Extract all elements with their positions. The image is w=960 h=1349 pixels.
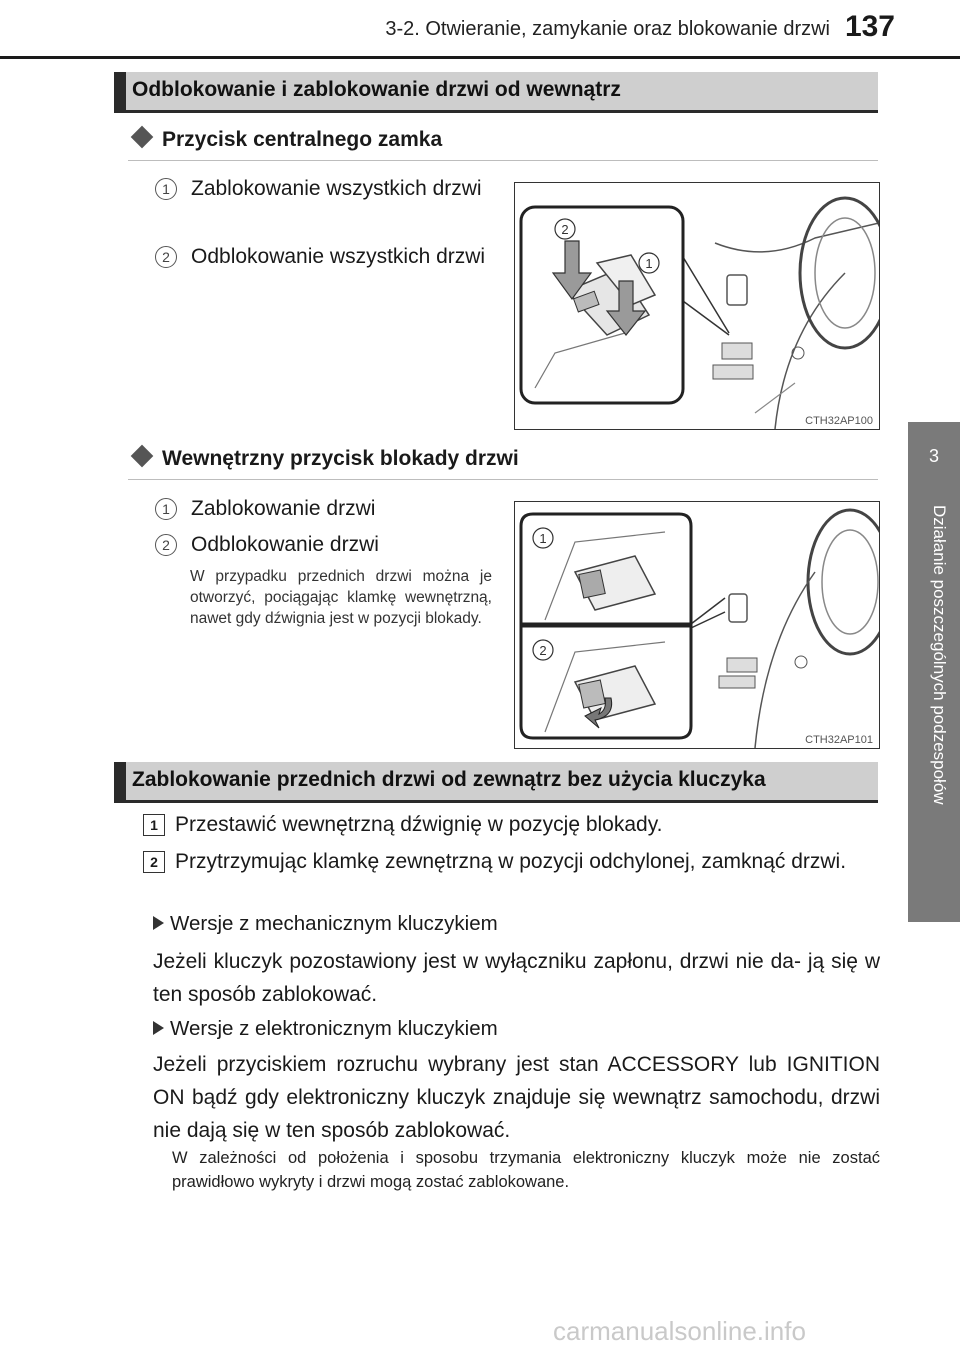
banner-accent-bar [114, 72, 126, 110]
central-lock-illustration [515, 183, 879, 429]
subheading-text: Przycisk centralnego zamka [162, 128, 443, 151]
list-item [153, 242, 493, 302]
subheading-rule [128, 479, 878, 480]
subheading-text: Wewnętrzny przycisk blokady drzwi [162, 447, 519, 470]
figure-code: CTH32AP101 [805, 734, 873, 746]
variant-heading-text: Wersje z mechanicznym kluczykiem [170, 912, 498, 935]
triangle-bullet-icon [153, 916, 164, 930]
list-item [153, 174, 493, 234]
figure-callout-1: 1 [539, 531, 547, 546]
callout-marker: 1 [155, 498, 177, 520]
figure-callout-2: 2 [539, 643, 547, 658]
header-rule [0, 56, 960, 59]
diamond-bullet-icon [131, 445, 154, 468]
page-number: 137 [844, 10, 895, 43]
list-item [153, 530, 493, 560]
list-item [153, 494, 493, 524]
item-text: Odblokowanie drzwi [191, 533, 379, 556]
chapter-title: Działanie poszczególnych podzespołów [930, 505, 949, 805]
note-electronic-key: W zależności od położenia i sposobu trzymania elektroniczny kluczyk może nie zostać prawidłowo wykryty i drzwi mogą zostać zablokowane. [172, 1149, 880, 1191]
callout-marker: 1 [155, 178, 177, 200]
triangle-bullet-icon [153, 1021, 164, 1035]
item-text: Zablokowanie wszystkich drzwi [191, 177, 482, 200]
figure-callout-2: 2 [561, 222, 569, 237]
item-text: Odblokowanie wszystkich drzwi [191, 245, 486, 268]
step-marker: 2 [143, 851, 165, 873]
subheading-rule [128, 160, 878, 161]
diamond-bullet-icon [131, 126, 154, 149]
variant-heading-mechanical-key [153, 912, 498, 936]
figure-central-lock-switch [514, 182, 880, 430]
paragraph-mechanical-key: Jeżeli kluczyk pozostawiony jest w wyłączniku zapłonu, drzwi nie da- ją się w ten sposób zablokować. [153, 950, 880, 1006]
banner-title: Odblokowanie i zablokowanie drzwi od wewnątrz [132, 78, 621, 101]
figure-callout-1: 1 [645, 256, 653, 271]
step-text: Przestawić wewnętrzną dźwignię w pozycję blokady. [175, 813, 663, 836]
inside-lock-illustration [515, 502, 879, 748]
section-banner-outside-locking [114, 762, 878, 803]
banner-accent-bar [114, 762, 126, 800]
paragraph-electronic-key: Jeżeli przyciskiem rozruchu wybrany jest stan ACCESSORY lub IGNITION ON bądź gdy elektroniczny kluczyk znajduje się wewnątrz samochodu, drzwi nie dają się w ten sposób zablokować. [153, 1053, 880, 1142]
running-header-section-title: 3-2. Otwieranie, zamykanie oraz blokowanie drzwi [385, 18, 830, 40]
note-text: W przypadku przednich drzwi można je otworzyć, pociągając klamkę wewnętrzną, nawet gdy dźwignia jest w pozycji blokady. [190, 568, 492, 627]
figure-code: CTH32AP100 [805, 415, 873, 427]
item-text: Zablokowanie drzwi [191, 497, 376, 520]
variant-heading-electronic-key [153, 1017, 498, 1041]
subheading-inside-lock-button [128, 447, 519, 471]
callout-marker: 2 [155, 246, 177, 268]
chapter-number: 3 [928, 446, 939, 466]
section-banner-inside-locking [114, 72, 878, 113]
figure-inside-lock-button [514, 501, 880, 749]
subheading-central-lock-switch [128, 128, 442, 152]
step-marker: 1 [143, 814, 165, 836]
variant-heading-text: Wersje z elektronicznym kluczykiem [170, 1017, 498, 1040]
callout-marker: 2 [155, 534, 177, 556]
watermark: carmanualsonline.info [553, 1316, 806, 1346]
banner-title: Zablokowanie przednich drzwi od zewnątrz bez użycia kluczyka [132, 768, 766, 791]
step-text: Przytrzymując klamkę zewnętrzną w pozycji odchylonej, zamknąć drzwi. [175, 850, 847, 873]
